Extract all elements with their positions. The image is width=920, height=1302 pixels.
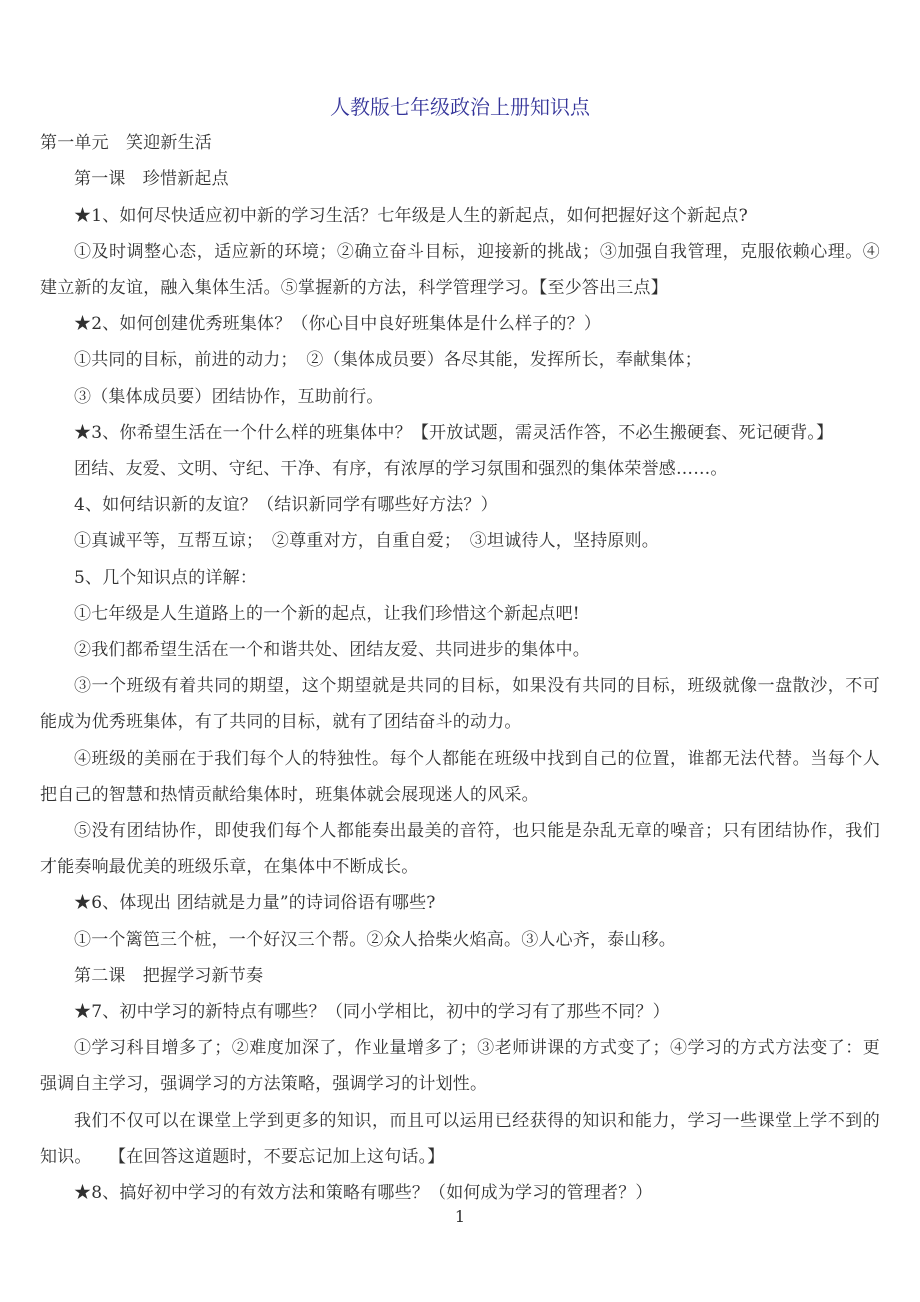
answer-5-point-1: ①七年级是人生道路上的一个新的起点，让我们珍惜这个新起点吧! (74, 603, 580, 624)
question-3: ★3、你希望生活在一个什么样的班集体中？【开放试题，需灵活作答，不必生搬硬套、死记硬背。】 (74, 422, 834, 443)
answer-5-point-2: ②我们都希望生活在一个和谐共处、团结友爱、共同进步的集体中。 (74, 640, 590, 661)
answer-5-point-5: ⑤没有团结协作，即使我们每个人都能奏出最美的音符，也只能是杂乱无章的噪音；只有团结协作，我们才能奏响最优美的班级乐章，在集体中不断成长。 (40, 821, 880, 878)
answer-7: ①学习科目增多了；②难度加深了，作业量增多了；③老师讲课的方式变了；④学习的方式方法变了：更强调自主学习，强调学习的方法策略，强调学习的计划性。 (40, 1038, 880, 1095)
answer-4: ①真诚平等，互帮互谅； ②尊重对方，自重自爱； ③坦诚待人，坚持原则。 (74, 531, 659, 552)
question-8: ★8、搞好初中学习的有效方法和策略有哪些？（如何成为学习的管理者？） (74, 1183, 653, 1204)
question-1: ★1、如何尽快适应初中新的学习生活？七年级是人生的新起点，如何把握好这个新起点? (74, 205, 748, 226)
answer-2-line-1: ①共同的目标，前进的动力； ②（集体成员要）各尽其能，发挥所长，奉献集体； (74, 350, 702, 371)
answer-6: ①一个篱笆三个桩，一个好汉三个帮。②众人拾柴火焰高。③人心齐，泰山移。 (74, 929, 676, 950)
unit-1-heading: 第一单元 笑迎新生活 (40, 133, 212, 154)
question-6: ★6、体现出 团结就是力量”的诗词俗语有哪些? (74, 893, 436, 914)
answer-1: ①及时调整心态，适应新的环境；②确立奋斗目标，迎接新的挑战；③加强自我管理，克服依赖心理。④建立新的友谊，融入集体生活。⑤掌握新的方法，科学管理学习。【至少答出三点】 (40, 241, 880, 299)
answer-5-point-4: ④班级的美丽在于我们每个人的特独性。每个人都能在班级中找到自己的位置，谁都无法代替。当每个人把自己的智慧和热情贡献给集体时，班集体就会展现迷人的风采。 (40, 748, 880, 805)
page-number: 1 (454, 1207, 466, 1226)
answer-5-point-3: ③一个班级有着共同的期望，这个期望就是共同的目标，如果没有共同的目标，班级就像一盘散沙，不可能成为优秀班集体，有了共同的目标，就有了团结奋斗的动力。 (40, 676, 880, 733)
question-7: ★7、初中学习的新特点有哪些？（同小学相比，初中的学习有了那些不同？） (74, 1002, 670, 1023)
answer-7-note: 我们不仅可以在课堂上学到更多的知识，而且可以运用已经获得的知识和能力，学习一些课堂上学不到的知识。 【在回答这道题时，不要忘记加上这句话。】 (40, 1110, 880, 1167)
answer-3: 团结、友爱、文明、守纪、干净、有序，有浓厚的学习氛围和强烈的集体荣誉感……。 (74, 459, 728, 480)
lesson-2-heading: 第二课 把握学习新节奏 (74, 965, 264, 986)
answer-2-line-2: ③（集体成员要）团结协作，互助前行。 (74, 386, 384, 407)
question-2: ★2、如何创建优秀班集体？（你心目中良好班集体是什么样子的？） (74, 314, 602, 335)
question-4: 4、如何结识新的友谊？（结识新同学有哪些好方法？） (74, 495, 498, 516)
lesson-1-heading: 第一课 珍惜新起点 (74, 169, 229, 190)
doc-title: 人教版七年级政治上册知识点 (330, 95, 590, 119)
question-5: 5、几个知识点的详解： (74, 567, 258, 588)
